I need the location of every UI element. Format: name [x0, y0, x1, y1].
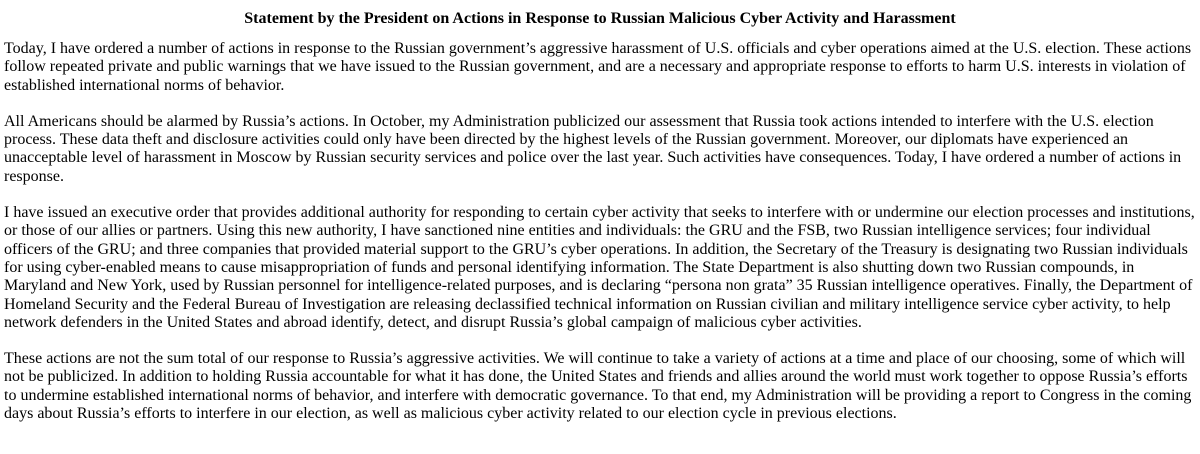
paragraph-3: I have issued an executive order that provides additional authority for responding to certain cyber activity that seeks to interfere with or undermine our election processes and institutions, or those of our allies or partners. Using this new authority, I have sanctioned nine entities and individuals: the GRU and the FSB, two Russian intelligence services; four individual officers of the GRU; and three companies that provided material support to the GRU’s cyber operations. In addition, the Secretary of the Treasury is designating two Russian individuals for using cyber-enabled means to cause misappropriation of funds and personal identifying information. The State Department is also shutting down two Russian compounds, in Maryland and New York, used by Russian personnel for intelligence-related purposes, and is declaring “persona non grata” 35 Russian intelligence operatives. Finally, the Department of Homeland Security and the Federal Bureau of Investigation are releasing declassified technical information on Russian civilian and military intelligence service cyber activity, to help network defenders in the United States and abroad identify, detect, and disrupt Russia’s global campaign of malicious cyber activities.: [4, 204, 1195, 331]
statement-document: [4, 10, 1196, 423]
paragraph-4: These actions are not the sum total of our response to Russia’s aggressive activities. We will continue to take a variety of actions at a time and place of our choosing, some of which will not be publicized. In addition to holding Russia accountable for what it has done, the United States and friends and allies around the world must work together to oppose Russia’s efforts to undermine established international norms of behavior, and interfere with democratic governance. To that end, my Administration will be providing a report to Congress in the coming days about Russia’s efforts to interfere in our election, as well as malicious cyber activity related to our election cycle in previous elections.: [4, 350, 1192, 423]
paragraph-2: All Americans should be alarmed by Russia’s actions. In October, my Administration publicized our assessment that Russia took actions intended to interfere with the U.S. election process. These data theft and disclosure activities could only have been directed by the highest levels of the Russian government. Moreover, our diplomats have experienced an unacceptable level of harassment in Moscow by Russian security services and police over the last year. Such activities have consequences. Today, I have ordered a number of actions in response.: [4, 112, 1182, 185]
document-title: Statement by the President on Actions in Response to Russian Malicious Cyber Activity and Harassment: [244, 10, 956, 27]
paragraph-1: Today, I have ordered a number of actions in response to the Russian government’s aggressive harassment of U.S. officials and cyber operations aimed at the U.S. election. These actions follow repeated private and public warnings that we have issued to the Russian government, and are a necessary and appropriate response to efforts to harm U.S. interests in violation of established international norms of behavior.: [4, 40, 1192, 94]
